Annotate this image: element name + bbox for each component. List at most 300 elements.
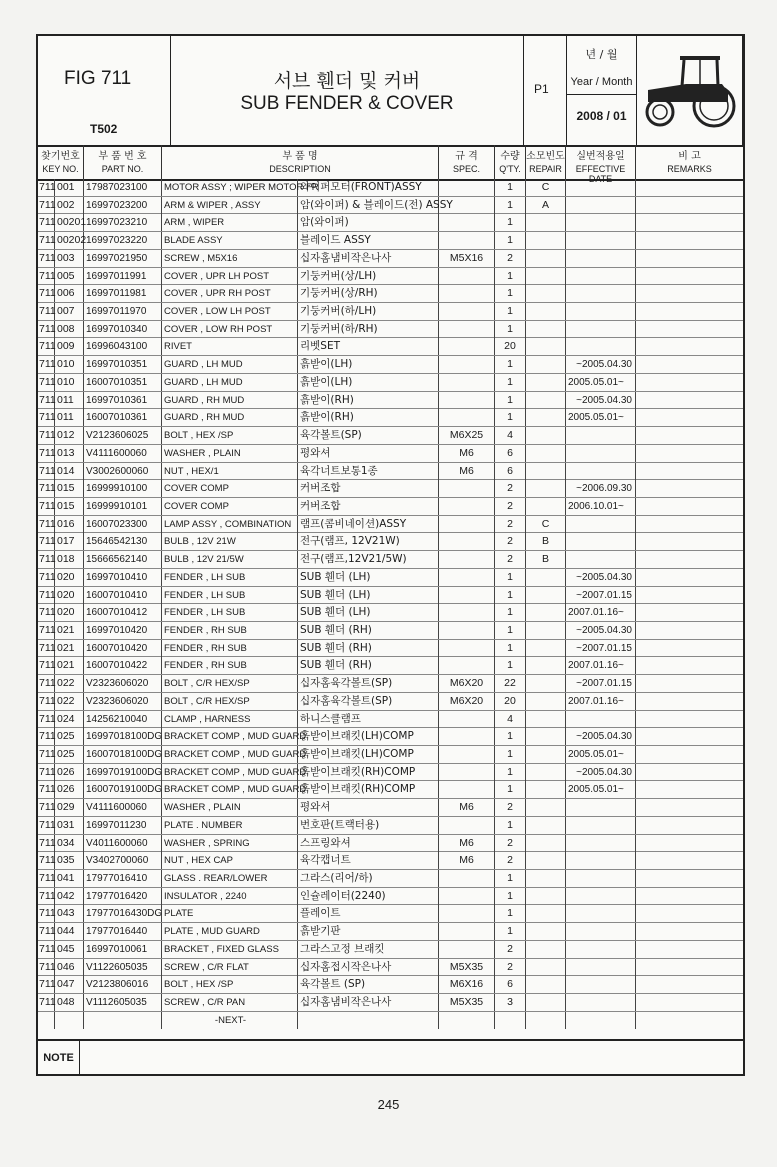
key-number: 026 [55, 764, 84, 781]
description-ko: SUB 휀더 (RH) [298, 640, 439, 657]
repair-frequency: B [526, 551, 566, 568]
part-number: 16997010340 [84, 321, 162, 338]
table-row [38, 817, 743, 835]
key-number: 014 [55, 463, 84, 480]
key-number: 044 [55, 923, 84, 940]
repair-frequency [526, 923, 566, 940]
fig-number: 711 [38, 569, 55, 586]
spec [439, 569, 495, 586]
year-month-value: 2008 / 01 [576, 109, 627, 123]
col-qty [495, 145, 526, 179]
remarks [636, 657, 743, 674]
repair-frequency [526, 746, 566, 763]
fig-number: 711 [38, 197, 55, 214]
quantity: 6 [495, 976, 526, 993]
description-en: COVER , UPR RH POST [162, 285, 298, 302]
description-ko: 십자홈육각볼트(SP) [298, 675, 439, 692]
repair-frequency: C [526, 179, 566, 196]
key-number: 009 [55, 338, 84, 355]
description-ko: 십자홈냄비작은나사 [298, 994, 439, 1011]
empty-cell [566, 1012, 636, 1029]
description-en: GUARD , RH MUD [162, 409, 298, 426]
key-number: 008 [55, 321, 84, 338]
effective-date [566, 179, 636, 196]
tractor-icon [642, 50, 738, 130]
spec [439, 356, 495, 373]
spec [439, 888, 495, 905]
spec [439, 923, 495, 940]
remarks [636, 675, 743, 692]
description-en: ARM , WIPER [162, 214, 298, 231]
effective-date [566, 533, 636, 550]
spec [439, 711, 495, 728]
quantity: 2 [495, 250, 526, 267]
remarks [636, 480, 743, 497]
col-part-ko: 부 품 번 호 [98, 151, 147, 162]
spec [439, 587, 495, 604]
remarks [636, 179, 743, 196]
spec [439, 781, 495, 798]
fig-number: 711 [38, 427, 55, 444]
table-row [38, 409, 743, 427]
description-en: CLAMP , HARNESS [162, 711, 298, 728]
description-en: MOTOR ASSY ; WIPER MOTOR FR [162, 179, 298, 196]
effective-date [566, 232, 636, 249]
fig-number: 711 [38, 268, 55, 285]
description-en: BOLT , C/R HEX/SP [162, 675, 298, 692]
key-number: 043 [55, 905, 84, 922]
description-en: SCREW , C/R FLAT [162, 959, 298, 976]
table-row [38, 463, 743, 481]
remarks [636, 587, 743, 604]
table-row [38, 657, 743, 675]
next-row [38, 1012, 743, 1030]
fig-label: FIG 711 [64, 68, 132, 89]
repair-frequency [526, 693, 566, 710]
spec [439, 817, 495, 834]
remarks [636, 498, 743, 515]
title-korean: 서브 휀더 및 커버 [273, 70, 421, 92]
remarks [636, 870, 743, 887]
description-ko: 리벳SET [298, 338, 439, 355]
effective-date: ~2005.04.30 [566, 569, 636, 586]
fig-number: 711 [38, 852, 55, 869]
col-repair-en: REPAIR [529, 164, 562, 174]
part-number: 16997021950 [84, 250, 162, 267]
key-number: 045 [55, 941, 84, 958]
part-number: 16997011991 [84, 268, 162, 285]
quantity: 1 [495, 728, 526, 745]
effective-date [566, 976, 636, 993]
fig-number: 711 [38, 657, 55, 674]
repair-frequency [526, 764, 566, 781]
col-desc-ko: 부 품 명 [282, 151, 318, 162]
description-ko: 기둥커버(하/RH) [298, 321, 439, 338]
repair-frequency [526, 976, 566, 993]
description-en: FENDER , RH SUB [162, 622, 298, 639]
part-number: 16997010410 [84, 569, 162, 586]
remarks [636, 622, 743, 639]
fig-number: 711 [38, 498, 55, 515]
repair-frequency [526, 657, 566, 674]
part-number: 16997010351 [84, 356, 162, 373]
remarks [636, 711, 743, 728]
key-number: 021 [55, 657, 84, 674]
repair-frequency [526, 303, 566, 320]
part-number: 16007010412 [84, 604, 162, 621]
fig-number: 711 [38, 285, 55, 302]
quantity: 2 [495, 516, 526, 533]
part-number: 17977016440 [84, 923, 162, 940]
remarks [636, 640, 743, 657]
key-number: 042 [55, 888, 84, 905]
spec: M6 [439, 835, 495, 852]
spec [439, 392, 495, 409]
part-number: V1112605035 [84, 994, 162, 1011]
repair-frequency [526, 214, 566, 231]
col-spec [439, 145, 495, 179]
repair-frequency [526, 675, 566, 692]
table-row [38, 197, 743, 215]
title-cell [171, 36, 524, 145]
remarks [636, 569, 743, 586]
remarks [636, 197, 743, 214]
key-number: 025 [55, 746, 84, 763]
part-number: 15646542130 [84, 533, 162, 550]
remarks [636, 852, 743, 869]
effective-date [566, 285, 636, 302]
fig-number: 711 [38, 746, 55, 763]
description-ko: 평와셔 [298, 445, 439, 462]
key-number: 020 [55, 569, 84, 586]
part-number: 16007010410 [84, 587, 162, 604]
part-number: 16997023220 [84, 232, 162, 249]
description-ko: 육각볼트(SP) [298, 427, 439, 444]
remarks [636, 817, 743, 834]
quantity: 1 [495, 392, 526, 409]
repair-frequency [526, 250, 566, 267]
quantity: 6 [495, 445, 526, 462]
table-row [38, 498, 743, 516]
remarks [636, 941, 743, 958]
quantity: 2 [495, 852, 526, 869]
part-number: V4011600060 [84, 835, 162, 852]
description-ko: 하니스클램프 [298, 711, 439, 728]
col-qty-ko: 수량 [500, 151, 520, 162]
description-en: BRACKET COMP , MUD GUARD [162, 764, 298, 781]
quantity: 1 [495, 817, 526, 834]
col-spec-ko: 규 격 [455, 151, 478, 162]
spec [439, 870, 495, 887]
effective-date [566, 427, 636, 444]
quantity: 1 [495, 179, 526, 196]
table-row [38, 905, 743, 923]
description-ko: 암(와이퍼) [298, 214, 439, 231]
fig-number: 711 [38, 516, 55, 533]
description-ko: 육각너트보통1종 [298, 463, 439, 480]
sheet-header [38, 36, 743, 147]
description-ko: 플레이트 [298, 905, 439, 922]
col-eff-en: EFFECTIVE DATE [575, 164, 626, 184]
key-number: 021 [55, 622, 84, 639]
remarks [636, 693, 743, 710]
table-row [38, 480, 743, 498]
remarks [636, 303, 743, 320]
description-en: COVER , LOW LH POST [162, 303, 298, 320]
spec: M6X25 [439, 427, 495, 444]
description-en: BRACKET COMP , MUD GUARD [162, 746, 298, 763]
repair-frequency [526, 711, 566, 728]
key-number: 011 [55, 392, 84, 409]
description-en: GUARD , LH MUD [162, 374, 298, 391]
key-number: 007 [55, 303, 84, 320]
part-number: V3002600060 [84, 463, 162, 480]
table-row [38, 799, 743, 817]
spec [439, 480, 495, 497]
repair-frequency [526, 392, 566, 409]
table-row [38, 746, 743, 764]
part-number: 17987023100 [84, 179, 162, 196]
repair-frequency [526, 268, 566, 285]
description-en: GLASS . REAR/LOWER [162, 870, 298, 887]
fig-number: 711 [38, 781, 55, 798]
effective-date [566, 799, 636, 816]
quantity: 2 [495, 835, 526, 852]
description-ko: 스프링와셔 [298, 835, 439, 852]
description-ko: 흙받이(RH) [298, 392, 439, 409]
col-desc [162, 145, 439, 179]
effective-date [566, 835, 636, 852]
effective-date: ~2005.04.30 [566, 764, 636, 781]
key-number: 00202 [55, 232, 84, 249]
spec [439, 285, 495, 302]
description-en: BRACKET , FIXED GLASS [162, 941, 298, 958]
effective-date [566, 551, 636, 568]
spec [439, 604, 495, 621]
key-number: 013 [55, 445, 84, 462]
part-number: 16007010351 [84, 374, 162, 391]
table-row [38, 392, 743, 410]
effective-date: ~2007.01.15 [566, 640, 636, 657]
col-key [38, 145, 84, 179]
quantity: 3 [495, 994, 526, 1011]
part-number: V2323606020 [84, 675, 162, 692]
repair-frequency [526, 959, 566, 976]
table-row [38, 569, 743, 587]
column-headers [38, 145, 743, 184]
repair-frequency: C [526, 516, 566, 533]
description-en: SCREW , C/R PAN [162, 994, 298, 1011]
table-row [38, 214, 743, 232]
col-desc-en: DESCRIPTION [269, 164, 331, 174]
part-number: 16997018100DG [84, 728, 162, 745]
effective-date: 2005.05.01~ [566, 746, 636, 763]
spec [439, 764, 495, 781]
page-code: P1 [534, 82, 549, 96]
quantity: 1 [495, 781, 526, 798]
description-en: FENDER , LH SUB [162, 604, 298, 621]
repair-frequency [526, 817, 566, 834]
fig-number: 711 [38, 870, 55, 887]
effective-date: ~2007.01.15 [566, 675, 636, 692]
fig-number: 711 [38, 445, 55, 462]
col-qty-en: Q'TY. [499, 164, 521, 174]
remarks [636, 905, 743, 922]
description-en: WASHER , PLAIN [162, 445, 298, 462]
description-ko: 십자홈냄비작은나사 [298, 250, 439, 267]
repair-frequency [526, 427, 566, 444]
effective-date: 2005.05.01~ [566, 374, 636, 391]
empty-cell [636, 1012, 743, 1029]
quantity: 2 [495, 941, 526, 958]
table-row [38, 728, 743, 746]
col-key-en: KEY NO. [42, 164, 79, 174]
description-ko: 평와셔 [298, 799, 439, 816]
quantity: 2 [495, 799, 526, 816]
remarks [636, 746, 743, 763]
repair-frequency [526, 232, 566, 249]
table-row [38, 516, 743, 534]
description-ko: 그라스고정 브래킷 [298, 941, 439, 958]
part-number: V2323606020 [84, 693, 162, 710]
table-row [38, 374, 743, 392]
description-ko: SUB 휀더 (LH) [298, 587, 439, 604]
effective-date: ~2007.01.15 [566, 587, 636, 604]
quantity: 2 [495, 498, 526, 515]
effective-date: 2007.01.16~ [566, 604, 636, 621]
fig-number: 711 [38, 321, 55, 338]
remarks [636, 392, 743, 409]
key-number: 010 [55, 374, 84, 391]
description-ko: 번호판(트랙터용) [298, 817, 439, 834]
quantity: 1 [495, 409, 526, 426]
key-number: 024 [55, 711, 84, 728]
col-eff-ko: 실번적용일 [576, 151, 625, 162]
note-section [38, 1039, 743, 1076]
parts-sheet [36, 34, 745, 1076]
fig-number: 711 [38, 693, 55, 710]
key-number: 022 [55, 675, 84, 692]
next-label: -NEXT- [162, 1012, 298, 1029]
remarks [636, 923, 743, 940]
year-month-label-en: Year / Month [570, 76, 633, 88]
description-en: BLADE ASSY [162, 232, 298, 249]
description-ko: 기둥커버(상/LH) [298, 268, 439, 285]
description-ko: 흙받이브래킷(LH)COMP [298, 746, 439, 763]
effective-date [566, 516, 636, 533]
effective-date: 2007.01.16~ [566, 693, 636, 710]
spec [439, 498, 495, 515]
fig-number: 711 [38, 835, 55, 852]
part-number: 16997019100DG [84, 764, 162, 781]
table-row [38, 179, 743, 197]
part-number: 16997023210 [84, 214, 162, 231]
quantity: 1 [495, 374, 526, 391]
table-row [38, 604, 743, 622]
description-ko: 커버조합 [298, 480, 439, 497]
fig-number: 711 [38, 533, 55, 550]
description-ko: 그라스(리어/하) [298, 870, 439, 887]
key-number: 025 [55, 728, 84, 745]
parts-table-body [38, 179, 743, 1030]
spec [439, 622, 495, 639]
table-row [38, 338, 743, 356]
part-number: 16997010361 [84, 392, 162, 409]
quantity: 1 [495, 905, 526, 922]
remarks [636, 250, 743, 267]
table-row [38, 551, 743, 569]
repair-frequency [526, 463, 566, 480]
effective-date [566, 338, 636, 355]
description-ko: SUB 휀더 (LH) [298, 569, 439, 586]
part-number: 15666562140 [84, 551, 162, 568]
effective-date: ~2005.04.30 [566, 356, 636, 373]
remarks [636, 232, 743, 249]
spec [439, 657, 495, 674]
spec [439, 551, 495, 568]
col-rem-en: REMARKS [667, 164, 712, 174]
fig-number: 711 [38, 941, 55, 958]
key-number: 031 [55, 817, 84, 834]
remarks [636, 427, 743, 444]
col-effective-date [566, 145, 636, 184]
description-en: BULB , 12V 21/5W [162, 551, 298, 568]
table-row [38, 852, 743, 870]
effective-date: ~2005.04.30 [566, 728, 636, 745]
remarks [636, 516, 743, 533]
effective-date: 2007.01.16~ [566, 657, 636, 674]
empty-cell [38, 1012, 55, 1029]
remarks [636, 409, 743, 426]
table-row [38, 923, 743, 941]
quantity: 20 [495, 338, 526, 355]
part-number: 16997010420 [84, 622, 162, 639]
col-rem-ko: 비 고 [678, 151, 701, 162]
part-number: 16997023200 [84, 197, 162, 214]
fig-number: 711 [38, 817, 55, 834]
repair-frequency [526, 994, 566, 1011]
part-number: 17977016430DG [84, 905, 162, 922]
fig-number: 711 [38, 711, 55, 728]
description-en: PLATE . NUMBER [162, 817, 298, 834]
key-number: 001 [55, 179, 84, 196]
repair-frequency [526, 870, 566, 887]
fig-number: 711 [38, 356, 55, 373]
description-en: FENDER , LH SUB [162, 587, 298, 604]
key-number: 011 [55, 409, 84, 426]
effective-date [566, 905, 636, 922]
fig-number: 711 [38, 179, 55, 196]
description-ko: 커버조합 [298, 498, 439, 515]
quantity: 1 [495, 285, 526, 302]
description-ko: 흙받이(LH) [298, 374, 439, 391]
remarks [636, 959, 743, 976]
remarks [636, 338, 743, 355]
description-ko: 십자홈접시작은나사 [298, 959, 439, 976]
page-code-cell [524, 36, 567, 145]
quantity: 1 [495, 746, 526, 763]
table-row [38, 781, 743, 799]
repair-frequency [526, 604, 566, 621]
quantity: 2 [495, 551, 526, 568]
remarks [636, 835, 743, 852]
part-number: 17977016410 [84, 870, 162, 887]
part-number: 16997011230 [84, 817, 162, 834]
description-en: LAMP ASSY , COMBINATION [162, 516, 298, 533]
col-part-en: PART NO. [101, 164, 144, 174]
key-number: 015 [55, 498, 84, 515]
description-en: SCREW , M5X16 [162, 250, 298, 267]
